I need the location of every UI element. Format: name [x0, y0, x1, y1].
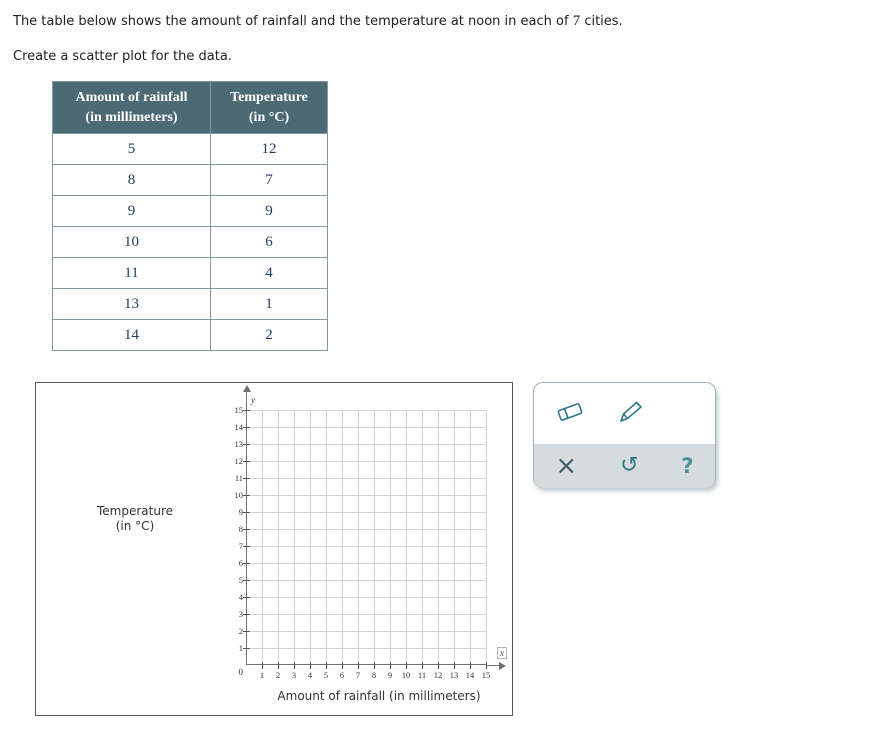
x-tick-mark: [438, 662, 439, 669]
table-cell: 5: [53, 134, 211, 165]
graph-panel: [35, 382, 513, 716]
y-tick-mark: [243, 461, 250, 462]
undo-button[interactable]: ↺: [620, 453, 639, 478]
x-tick-label: 10: [401, 670, 411, 680]
x-tick-label: 15: [481, 670, 491, 680]
table-row: [53, 196, 328, 227]
x-tick-label: 9: [387, 670, 393, 680]
help-button[interactable]: ?: [681, 453, 694, 478]
problem-statement-line2: Create a scatter plot for the data.: [13, 49, 232, 64]
y-tick-label: 15: [234, 405, 243, 415]
header-line: (in °C): [248, 109, 290, 125]
pencil-tool-button[interactable]: [611, 400, 649, 428]
y-tick-label: 6: [238, 558, 243, 568]
scatter-grid[interactable]: [246, 410, 487, 665]
y-tick-mark: [243, 563, 250, 564]
table-cell: 2: [211, 320, 328, 351]
table-cell: 10: [53, 227, 211, 258]
table-cell: 6: [211, 227, 328, 258]
x-tick-mark: [278, 662, 279, 669]
x-tick-label: 2: [275, 670, 281, 680]
y-tick-label: 7: [238, 541, 243, 551]
y-tick-label: 12: [234, 456, 243, 466]
table-cell: 8: [53, 165, 211, 196]
x-tick-mark: [406, 662, 407, 669]
table-cell: 13: [53, 289, 211, 320]
y-tick-mark: [243, 512, 250, 513]
y-tick-label: 14: [234, 422, 243, 432]
x-tick-label: 11: [417, 670, 427, 680]
y-tick-mark: [243, 546, 250, 547]
y-tick-label: 3: [238, 609, 243, 619]
x-tick-mark: [262, 662, 263, 669]
y-tick-mark: [243, 580, 250, 581]
y-axis-arrow-icon: [243, 385, 251, 392]
x-tick-mark: [486, 662, 487, 669]
origin-label: 0: [238, 667, 243, 677]
y-tick-label: 5: [238, 575, 243, 585]
y-tick-label: 9: [238, 507, 243, 517]
x-tick-mark: [374, 662, 375, 669]
x-tick-label: 6: [339, 670, 345, 680]
y-tick-label: 10: [234, 490, 243, 500]
x-tick-label: 5: [323, 670, 329, 680]
x-tick-mark: [342, 662, 343, 669]
y-tick-label: 2: [238, 626, 243, 636]
col-header-temperature: [211, 82, 328, 134]
y-axis-line: [246, 392, 247, 410]
x-tick-mark: [390, 662, 391, 669]
palette-action-row: [534, 444, 715, 488]
y-tick-label: 11: [234, 473, 243, 483]
x-tick-label: 1: [259, 670, 265, 680]
table-row: [53, 258, 328, 289]
y-tick-mark: [243, 648, 250, 649]
problem-statement-line1: [13, 13, 873, 30]
x-tick-label: 4: [307, 670, 313, 680]
table-row: [53, 165, 328, 196]
table-cell: 4: [211, 258, 328, 289]
problem-text: cities.: [580, 14, 623, 29]
x-tick-label: 12: [433, 670, 443, 680]
y-axis-label-line2: (in °C): [115, 519, 155, 533]
x-tick-label: 14: [465, 670, 475, 680]
pencil-icon: [615, 400, 645, 424]
y-tick-label: 1: [238, 643, 243, 653]
y-tick-label: 4: [238, 592, 243, 602]
y-tick-mark: [243, 444, 250, 445]
x-tick-mark: [326, 662, 327, 669]
x-tick-mark: [470, 662, 471, 669]
x-tick-mark: [310, 662, 311, 669]
tool-palette: [533, 382, 716, 488]
col-header-rainfall: [53, 82, 211, 134]
x-tick-mark: [454, 662, 455, 669]
palette-tool-row: [534, 383, 715, 444]
x-tick-mark: [294, 662, 295, 669]
y-tick-mark: [243, 597, 250, 598]
x-tick-mark: [358, 662, 359, 669]
x-axis-arrow-icon: [499, 662, 506, 670]
table-row: [53, 289, 328, 320]
y-tick-mark: [243, 631, 250, 632]
data-table-header-row: [53, 82, 328, 134]
clear-button[interactable]: ×: [555, 451, 578, 481]
table-cell: 9: [211, 196, 328, 227]
y-tick-mark: [243, 410, 250, 411]
x-tick-label: 7: [355, 670, 361, 680]
table-cell: 7: [211, 165, 328, 196]
plot-area: [231, 395, 531, 707]
data-table: [52, 81, 328, 351]
y-tick-mark: [243, 478, 250, 479]
table-cell: 9: [53, 196, 211, 227]
y-axis-label: [75, 504, 195, 534]
eraser-tool-button[interactable]: [551, 400, 589, 428]
x-axis-line: [487, 665, 499, 666]
table-row: [53, 227, 328, 258]
problem-text: The table below shows the amount of rainfall and the temperature at noon in each of: [13, 14, 573, 29]
y-tick-mark: [243, 495, 250, 496]
table-cell: 1: [211, 289, 328, 320]
problem-number: 7: [572, 13, 581, 29]
table-cell: 14: [53, 320, 211, 351]
header-line: (in millimeters): [85, 109, 178, 125]
x-tick-mark: [422, 662, 423, 669]
eraser-icon: [553, 400, 587, 424]
x-axis-label: Amount of rainfall (in millimeters): [277, 689, 481, 703]
table-cell: 11: [53, 258, 211, 289]
header-line: Temperature: [230, 90, 308, 105]
table-row: [53, 320, 328, 351]
table-row: [53, 134, 328, 165]
y-axis-label-line1: Temperature: [96, 504, 173, 518]
header-line: Amount of rainfall: [75, 90, 188, 105]
y-variable-label: y: [251, 395, 255, 405]
y-tick-label: 8: [238, 524, 243, 534]
x-variable-label: x: [497, 647, 507, 659]
y-tick-mark: [243, 614, 250, 615]
table-cell: 12: [211, 134, 328, 165]
x-tick-label: 8: [371, 670, 377, 680]
y-tick-mark: [243, 529, 250, 530]
data-table-body: [53, 134, 328, 351]
y-tick-label: 13: [234, 439, 243, 449]
x-tick-label: 13: [449, 670, 459, 680]
x-tick-label: 3: [291, 670, 297, 680]
y-tick-mark: [243, 427, 250, 428]
